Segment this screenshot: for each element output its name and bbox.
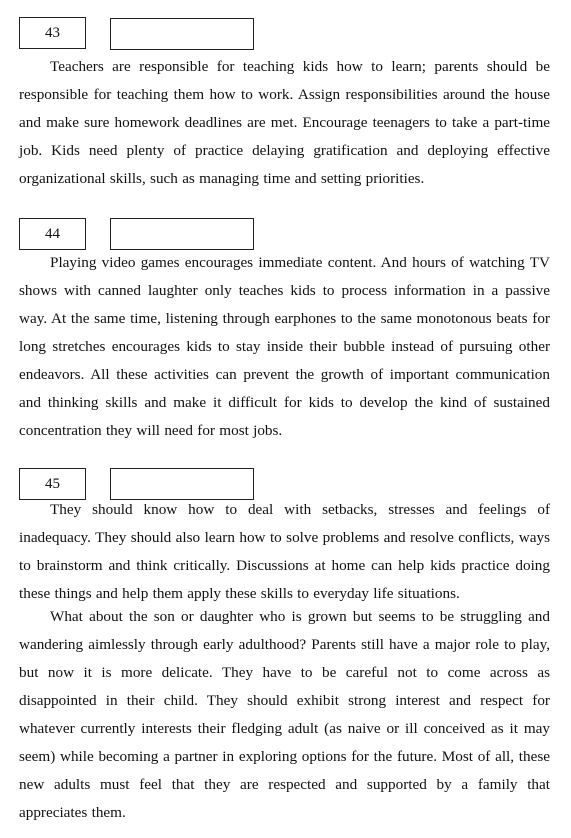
question-number-45: 45 [19,468,86,500]
paragraph-45: They should know how to deal with setbacks, stresses and feelings of inadequacy. They should also learn how to solve problems and resolve conflicts, ways to brainstorm and think critically. Discussions at home can help kids practice doing these things and help them apply these skills to everyday life situations. [19,501,550,602]
paragraph-43: Teachers are responsible for teaching kids how to learn; parents should be responsible for teaching them how to work. Assign responsibilities around the house and make sure homework deadlines are met. Encourage teenagers to take a part-time job. Kids need plenty of practice delaying gratification and deploying effective organizational skills, such as managing time and setting priorities. [19,58,550,187]
question-number-43: 43 [19,17,86,49]
closing-paragraph: What about the son or daughter who is grown but seems to be struggling and wandering aimlessly through early adulthood? Parents still have a major role to play, but now it is more delicate. They have to be careful not to come across as disappointed in their child. They should exhibit strong interest and respect for whatever currently interests their fledging adult (as naive or ill conceived as it may seem) while becoming a partner in exploring options for the future. Most of all, these new adults must feel that they are respected and supported by a family that appreciates them. [19,608,550,821]
question-number-44: 44 [19,218,86,250]
answer-box-44[interactable] [110,218,254,250]
answer-box-43[interactable] [110,18,254,50]
paragraph-44: Playing video games encourages immediate content. And hours of watching TV shows with canned laughter only teaches kids to process information in a passive way. At the same time, listening through earphones to the same monotonous beats for long stretches encourages kids to stay inside their bubble instead of pursuing other endeavors. All these activities can prevent the growth of important communication and thinking skills and make it difficult for kids to develop the kind of sustained concentration they will need for most jobs. [19,254,550,439]
